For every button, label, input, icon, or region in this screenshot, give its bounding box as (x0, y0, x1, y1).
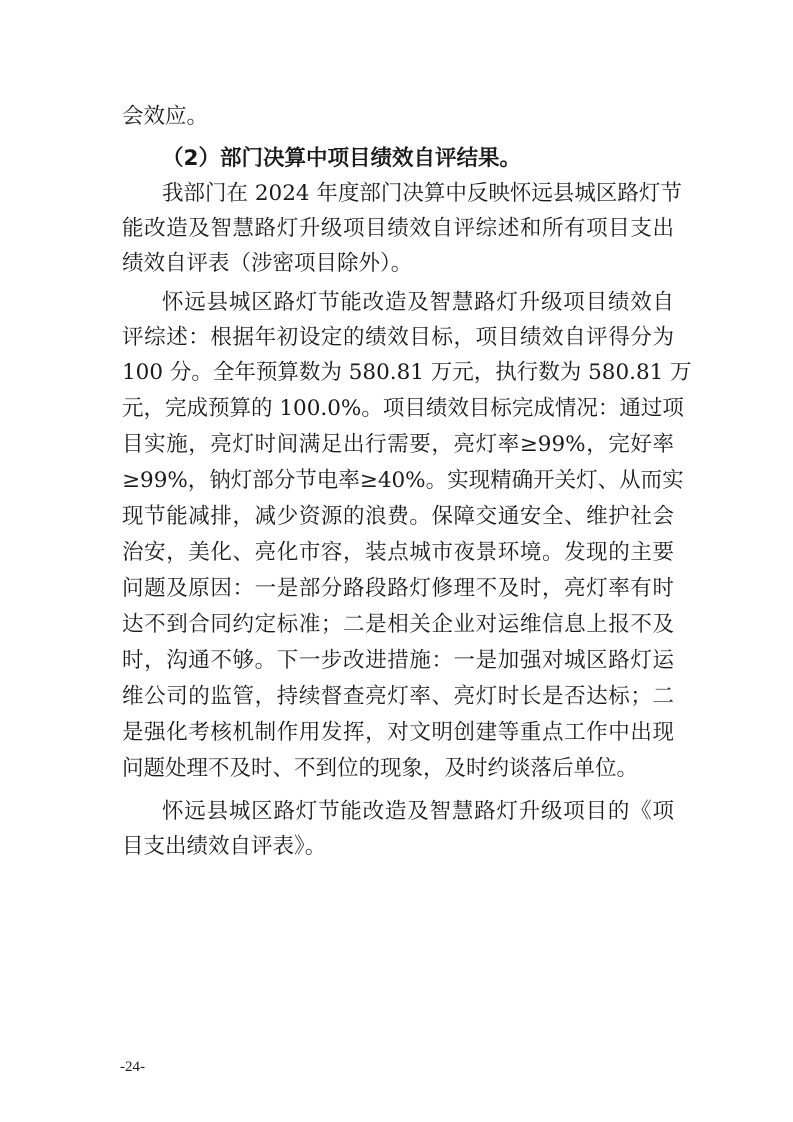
paragraph-line: 100 分。全年预算数为 580.81 万元，执行数为 580.81 万 (122, 360, 692, 385)
paragraph-line: 达不到合同约定标准；二是相关企业对运维信息上报不及 (122, 612, 674, 637)
paragraph-line: 时，沟通不够。下一步改进措施：一是加强对城区路灯运 (122, 648, 674, 673)
paragraph-line: 评综述：根据年初设定的绩效目标，项目绩效自评得分为 (122, 325, 674, 350)
paragraph-line: 能改造及智慧路灯升级项目绩效自评综述和所有项目支出 (122, 216, 674, 241)
paragraph-line: 现节能减排，减少资源的浪费。保障交通安全、维护社会 (122, 504, 674, 529)
paragraph-line: 是强化考核机制作用发挥，对文明创建等重点工作中出现 (122, 720, 674, 745)
paragraph-line: 问题处理不及时、不到位的现象，及时约谈落后单位。 (122, 756, 639, 781)
section-heading: （2）部门决算中项目绩效自评结果。 (162, 146, 521, 171)
page-number: -24- (120, 1059, 145, 1075)
paragraph-line: 我部门在 2024 年度部门决算中反映怀远县城区路灯节 (162, 181, 682, 206)
paragraph-line: 目支出绩效自评表》。 (122, 834, 327, 859)
paragraph-continuation-line: 会效应。 (122, 104, 209, 129)
paragraph-line: 问题及原因：一是部分路段路灯修理不及时，亮灯率有时 (122, 576, 674, 601)
paragraph-line: ≥99%，钠灯部分节电率≥40%。实现精确开关灯、从而实 (122, 468, 684, 493)
paragraph-line: 怀远县城区路灯节能改造及智慧路灯升级项目绩效自 (162, 290, 674, 315)
paragraph-line: 绩效自评表（涉密项目除外）。 (122, 251, 413, 276)
paragraph-line: 治安，美化、亮化市容，装点城市夜景环境。发现的主要 (122, 540, 674, 565)
paragraph-line: 怀远县城区路灯节能改造及智慧路灯升级项目的《项 (162, 799, 674, 824)
paragraph-line: 元，完成预算的 100.0%。项目绩效目标完成情况：通过项 (122, 396, 684, 421)
paragraph-line: 维公司的监管，持续督查亮灯率、亮灯时长是否达标；二 (122, 684, 674, 709)
paragraph-line: 目实施，亮灯时间满足出行需要，亮灯率≥99%，完好率 (122, 432, 674, 457)
